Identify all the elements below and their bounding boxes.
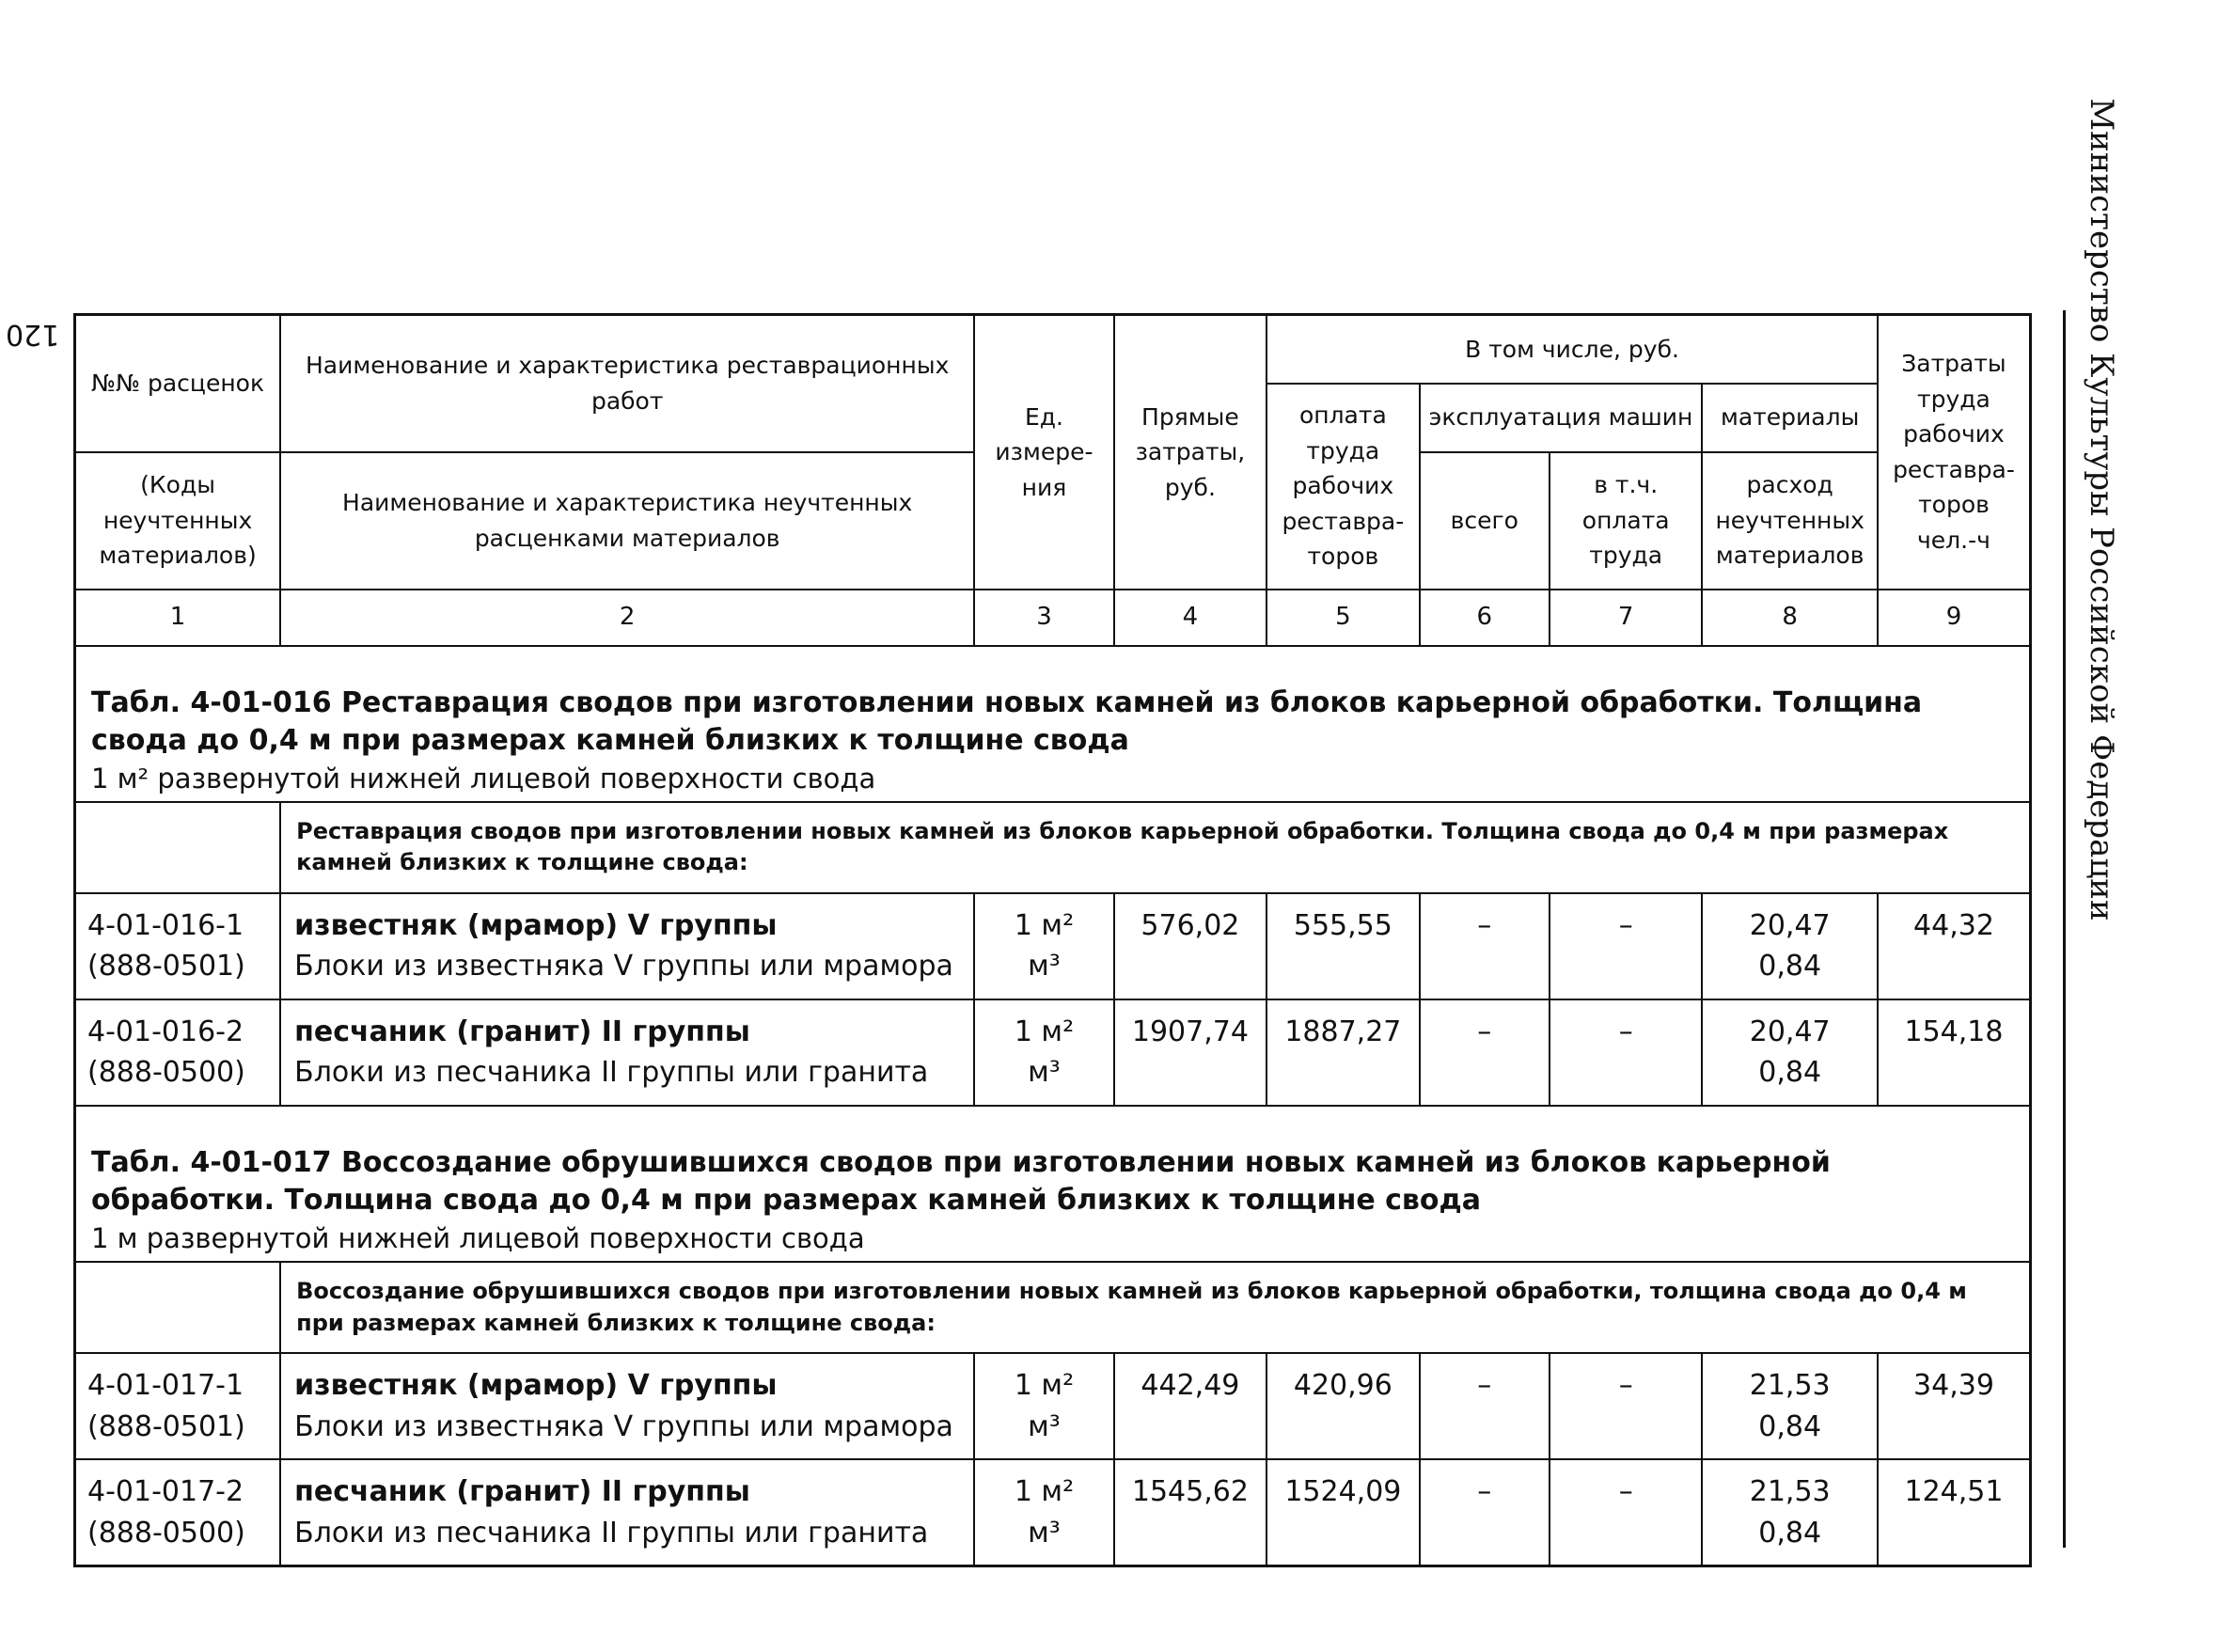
unit-cell xyxy=(974,999,1113,1106)
direct-costs: 1907,74 xyxy=(1114,999,1266,1106)
machines-total: – xyxy=(1420,999,1550,1106)
material-code: (888-0501) xyxy=(87,1409,245,1443)
material-unit: м³ xyxy=(1028,950,1061,983)
unit-cell xyxy=(974,1459,1113,1566)
section-title xyxy=(75,646,2031,802)
rate-code-text: 4-01-017-1 xyxy=(87,1369,244,1403)
direct-costs: 1545,62 xyxy=(1114,1459,1266,1566)
material-unit: м³ xyxy=(1028,1409,1061,1443)
header-labor: Затраты труда рабочих реставра-торов чел.-ч xyxy=(1878,315,2031,590)
header-machines: эксплуатация машин xyxy=(1420,384,1703,452)
column-number: 2 xyxy=(280,590,974,646)
section-subheading: Воссоздание обрушившихся сводов при изготовлении новых камней из блоков карьерной обработки, толщина свода до 0,4 м при размерах камней близких к толщине свода: xyxy=(280,1262,2030,1353)
header-machines-wages: в т.ч. оплата труда xyxy=(1550,452,1702,590)
section-unit: 1 м² развернутой нижней лицевой поверхности свода xyxy=(91,762,876,795)
work-name xyxy=(280,893,974,999)
materials-cell xyxy=(1702,893,1878,999)
work-name-text: песчаник (гранит) II группы xyxy=(294,1475,750,1509)
machines-total: – xyxy=(1420,893,1550,999)
column-number: 5 xyxy=(1266,590,1419,646)
unit-cell xyxy=(974,893,1113,999)
labor: 44,32 xyxy=(1878,893,2031,999)
header-direct-costs: Прямые затраты, руб. xyxy=(1114,315,1266,590)
machines-total: – xyxy=(1420,1459,1550,1566)
unit-text: 1 м² xyxy=(1014,908,1075,942)
rate-code xyxy=(75,999,281,1106)
side-divider xyxy=(2063,310,2066,1548)
section-title-text: Табл. 4-01-017 Воссоздание обрушившихся сводов при изготовлении новых камней из блоков карьерной обработки. Толщина свода до 0,4 м при размерах камней близких к толщине свода xyxy=(91,1145,1831,1218)
header-machines-total: всего xyxy=(1420,452,1550,590)
header-material-codes: (Коды неучтенных материалов) xyxy=(75,452,281,590)
labor: 34,39 xyxy=(1878,1353,2031,1459)
side-title: Министерство Культуры Российской Федерации xyxy=(2083,98,2120,921)
column-number: 9 xyxy=(1878,590,2031,646)
header-material-names: Наименование и характеристика неучтенных расценками материалов xyxy=(280,452,974,590)
materials-cost: 21,53 xyxy=(1749,1369,1831,1403)
price-table xyxy=(73,313,2032,1567)
machines-wages: – xyxy=(1550,1459,1702,1566)
rate-code-text: 4-01-016-1 xyxy=(87,908,244,942)
empty-cell xyxy=(75,1262,281,1353)
work-name-text: известняк (мрамор) V группы xyxy=(294,1369,778,1403)
materials-cell xyxy=(1702,1459,1878,1566)
materials-cost: 20,47 xyxy=(1749,908,1831,942)
materials-cell xyxy=(1702,1353,1878,1459)
material-quantity: 0,84 xyxy=(1758,1409,1822,1443)
rate-code xyxy=(75,1459,281,1566)
materials-cost: 20,47 xyxy=(1749,1015,1831,1048)
header-materials: материалы xyxy=(1702,384,1878,452)
header-unit: Ед. измере-ния xyxy=(974,315,1113,590)
header-including: В том числе, руб. xyxy=(1266,315,1878,384)
unit-cell xyxy=(974,1353,1113,1459)
section-unit: 1 м развернутой нижней лицевой поверхности свода xyxy=(91,1221,865,1254)
column-number: 8 xyxy=(1702,590,1878,646)
page-number: 120 xyxy=(6,318,60,351)
unit-text: 1 м² xyxy=(1014,1015,1075,1048)
labor: 124,51 xyxy=(1878,1459,2031,1566)
work-name-text: известняк (мрамор) V группы xyxy=(294,908,778,942)
work-name xyxy=(280,1459,974,1566)
work-name xyxy=(280,999,974,1106)
header-material-consumption: расход неучтенных материалов xyxy=(1702,452,1878,590)
wages: 555,55 xyxy=(1266,893,1419,999)
column-number: 3 xyxy=(974,590,1113,646)
work-name xyxy=(280,1353,974,1459)
rate-code-text: 4-01-016-2 xyxy=(87,1015,244,1048)
labor: 154,18 xyxy=(1878,999,2031,1106)
direct-costs: 442,49 xyxy=(1114,1353,1266,1459)
material-quantity: 0,84 xyxy=(1758,1516,1822,1550)
rate-code xyxy=(75,1353,281,1459)
work-name-text: песчаник (гранит) II группы xyxy=(294,1015,750,1048)
rate-code xyxy=(75,893,281,999)
rate-code-text: 4-01-017-2 xyxy=(87,1475,244,1509)
material-code: (888-0500) xyxy=(87,1056,245,1090)
materials-cost: 21,53 xyxy=(1749,1475,1831,1509)
wages: 1524,09 xyxy=(1266,1459,1419,1566)
machines-wages: – xyxy=(1550,1353,1702,1459)
machines-wages: – xyxy=(1550,893,1702,999)
machines-total: – xyxy=(1420,1353,1550,1459)
wages: 1887,27 xyxy=(1266,999,1419,1106)
material-name: Блоки из известняка V группы или мрамора xyxy=(294,1409,953,1443)
column-number: 1 xyxy=(75,590,281,646)
wages: 420,96 xyxy=(1266,1353,1419,1459)
column-number: 4 xyxy=(1114,590,1266,646)
header-codes: №№ расценок xyxy=(75,315,281,452)
section-title-text: Табл. 4-01-016 Реставрация сводов при изготовлении новых камней из блоков карьерной обработки. Толщина свода до 0,4 м при размерах камней близких к толщине свода xyxy=(91,685,1923,757)
material-quantity: 0,84 xyxy=(1758,950,1822,983)
material-unit: м³ xyxy=(1028,1056,1061,1090)
section-subheading: Реставрация сводов при изготовлении новых камней из блоков карьерной обработки. Толщина свода до 0,4 м при размерах камней близких к толщине свода: xyxy=(280,802,2030,893)
material-name: Блоки из песчаника II группы или гранита xyxy=(294,1056,929,1090)
material-name: Блоки из песчаника II группы или гранита xyxy=(294,1516,929,1550)
column-number: 6 xyxy=(1420,590,1550,646)
material-name: Блоки из известняка V группы или мрамора xyxy=(294,950,953,983)
column-number: 7 xyxy=(1550,590,1702,646)
header-work-name: Наименование и характеристика реставрационных работ xyxy=(280,315,974,452)
materials-cell xyxy=(1702,999,1878,1106)
header-wages: оплата труда рабочих реставра-торов xyxy=(1266,384,1419,590)
material-quantity: 0,84 xyxy=(1758,1056,1822,1090)
direct-costs: 576,02 xyxy=(1114,893,1266,999)
machines-wages: – xyxy=(1550,999,1702,1106)
unit-text: 1 м² xyxy=(1014,1475,1075,1509)
material-code: (888-0501) xyxy=(87,950,245,983)
unit-text: 1 м² xyxy=(1014,1369,1075,1403)
empty-cell xyxy=(75,802,281,893)
section-title xyxy=(75,1106,2031,1262)
material-code: (888-0500) xyxy=(87,1516,245,1550)
material-unit: м³ xyxy=(1028,1516,1061,1550)
